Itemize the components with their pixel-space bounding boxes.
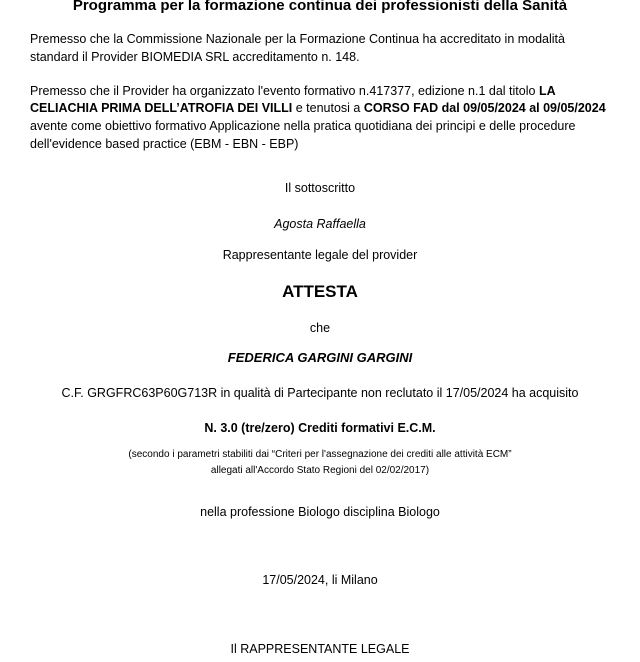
- date-place-line: 17/05/2024, li Milano: [262, 573, 378, 588]
- legal-representative-role: Rappresentante legale del provider: [222, 248, 418, 263]
- credits-awarded-line: N. 3.0 (tre/zero) Crediti formativi E.C.M.: [204, 421, 436, 436]
- credits-note-line2: allegati all'Accordo Stato Regioni del 02/02/2017): [210, 464, 430, 476]
- legal-representative-footer-label: Il RAPPRESENTANTE LEGALE: [230, 642, 410, 657]
- credits-note-line1: (secondo i parametri stabiliti dai “Criteri per l'assegnazione dei crediti alle attività ECM”: [128, 449, 512, 461]
- participant-name: FEDERICA GARGINI GARGINI: [227, 350, 413, 365]
- attests-heading: ATTESTA: [282, 282, 358, 302]
- credits-note: [30, 447, 610, 478]
- undersigned-label: Il sottoscritto: [284, 180, 356, 195]
- document-title: Programma per la formazione continua dei professionisti della Sanità: [72, 0, 568, 14]
- premise-event-paragraph: Premesso che il Provider ha organizzato l'evento formativo n.417377, edizione n.1 dal titolo LA CELIACHIA PRIMA DELL’ATROFIA DEI VILLI e tenutosi a CORSO FAD dal 09/05/2024 al 09/05/2024 avente come obiettivo formativo Applicazione nella pratica quotidiana dei principi e delle procedure dell'evidence based practice (EBM - EBN - EBP): [30, 83, 606, 151]
- legal-representative-name: Agosta Raffaella: [274, 217, 366, 232]
- premise-accreditation-paragraph: Premesso che la Commissione Nazionale per la Formazione Continua ha accreditato in modalità standard il Provider BIOMEDIA SRL accreditamento n. 148.: [30, 32, 565, 64]
- fiscal-code-line: C.F. GRGFRC63P60G713R in qualità di Partecipante non reclutato il 17/05/2024 ha acquisito: [61, 385, 579, 400]
- that-label: che: [309, 321, 331, 336]
- profession-line: nella professione Biologo disciplina Biologo: [200, 505, 440, 520]
